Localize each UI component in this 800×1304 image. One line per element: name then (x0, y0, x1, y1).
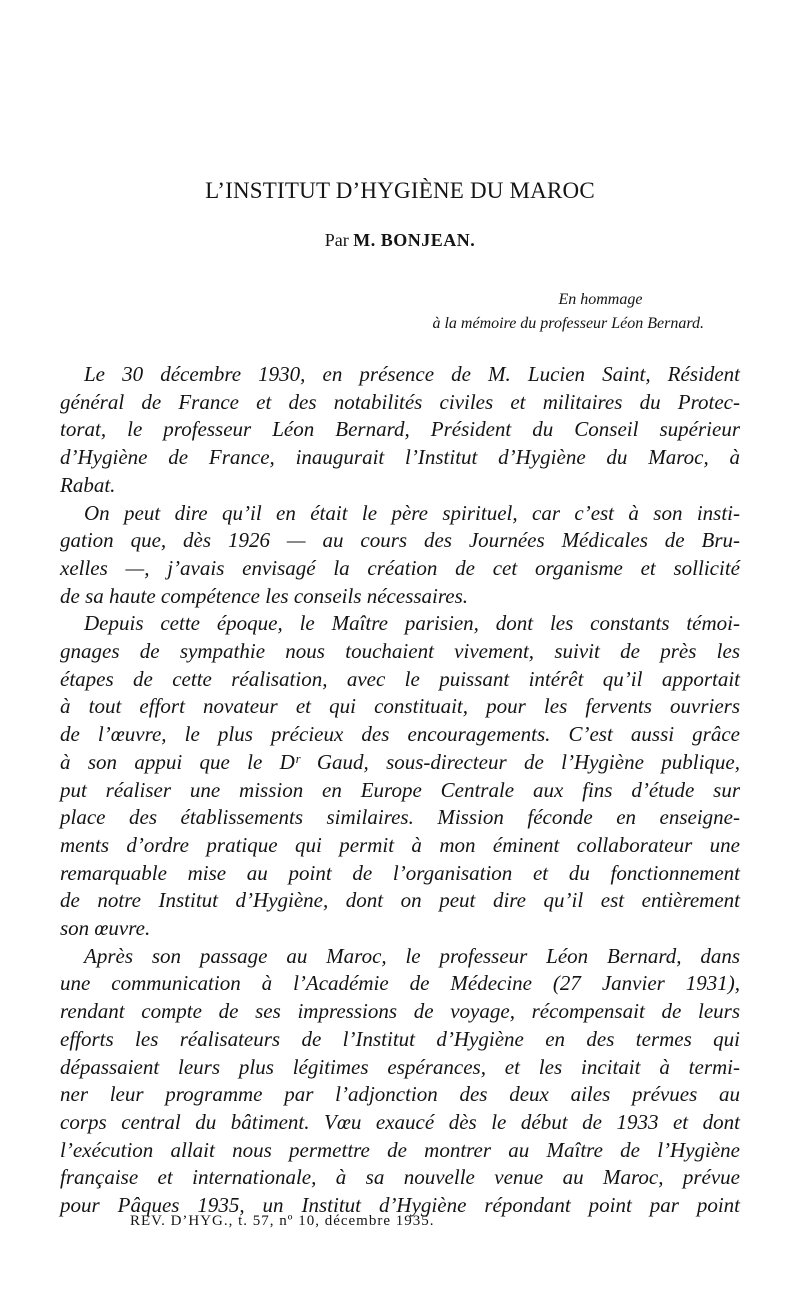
text-line: française et internationale, à sa nouvelle venue au Maroc, prévue (60, 1165, 740, 1190)
text-line: de l’œuvre, le plus précieux des encouragements. C’est aussi grâce (60, 722, 740, 747)
text-line: d’Hygiène de France, inaugurait l’Institut d’Hygiène du Maroc, à (60, 445, 740, 470)
text-line: ments d’ordre pratique qui permit à mon éminent collaborateur une (60, 832, 740, 857)
text-line: à tout effort novateur et qui constituait, pour les fervents ouvriers (60, 694, 740, 719)
text-line: remarquable mise au point de l’organisation et du fonctionnement (60, 860, 740, 885)
text-line: ner leur programme par l’adjonction des deux ailes prévues au (60, 1082, 740, 1107)
byline (0, 230, 800, 251)
text-line: général de France et des notabilités civiles et militaires du Protec- (60, 389, 740, 414)
text-line: pour Pâques 1935, un Institut d’Hygiène répondant point par point (60, 1193, 740, 1218)
text-line: put réaliser une mission en Europe Centrale aux fins d’étude sur (60, 777, 740, 802)
journal-citation: REV. D’HYG., t. 57, nº 10, décembre 1935. (130, 1213, 435, 1229)
article-body (60, 361, 740, 1220)
text-line: Rabat. (60, 472, 116, 497)
text-line: corps central du bâtiment. Vœu exaucé dès le début de 1933 et dont (60, 1109, 740, 1134)
text-line: l’exécution allait nous permettre de montrer au Maître de l’Hygiène (60, 1137, 740, 1162)
text-line: de notre Institut d’Hygiène, dont on peut dire qu’il est entièrement (60, 888, 740, 913)
paragraph (60, 610, 740, 942)
text-line: xelles —, j’avais envisagé la création de cet organisme et sollicité (60, 555, 740, 580)
dedication-line-2: à la mémoire du professeur Léon Bernard. (432, 315, 704, 332)
byline-prefix: Par (324, 230, 349, 250)
text-line: gnages de sympathie nous touchaient vivement, suivit de près les (60, 639, 740, 664)
text-line: dépassaient leurs plus légitimes espérances, et les incitait à termi- (60, 1054, 740, 1079)
text-line: une communication à l’Académie de Médecine (27 Janvier 1931), (60, 971, 740, 996)
paragraph (60, 943, 740, 1220)
byline-author: M. BONJEAN. (353, 230, 476, 250)
text-line: à son appui que le Dʳ Gaud, sous-directeur de l’Hygiène publique, (60, 749, 740, 774)
text-line: On peut dire qu’il en était le père spirituel, car c’est à son insti- (84, 500, 740, 525)
text-line: de sa haute compétence les conseils nécessaires. (60, 583, 469, 608)
paragraph (60, 361, 740, 500)
text-line: Après son passage au Maroc, le professeur Léon Bernard, dans (84, 943, 740, 968)
dedication-line-1: En hommage (558, 291, 643, 308)
text-line: son œuvre. (60, 916, 151, 941)
text-line: gation que, dès 1926 — au cours des Journées Médicales de Bru- (60, 528, 740, 553)
text-line: rendant compte de ses impressions de voyage, récompensait de leurs (60, 999, 740, 1024)
text-line: étapes de cette réalisation, avec le puissant intérêt qu’il apportait (60, 666, 740, 691)
text-line: torat, le professeur Léon Bernard, Président du Conseil supérieur (60, 417, 740, 442)
text-line: efforts les réalisateurs de l’Institut d’Hygiène en des termes qui (60, 1026, 740, 1051)
article-title: L’INSTITUT D’HYGIÈNE DU MAROC (205, 178, 595, 203)
dedication (432, 288, 704, 336)
paragraph (60, 500, 740, 611)
text-line: place des établissements similaires. Mission féconde en enseigne- (60, 805, 740, 830)
text-line: Le 30 décembre 1930, en présence de M. Lucien Saint, Résident (84, 362, 740, 386)
text-line: Depuis cette époque, le Maître parisien, dont les constants témoi- (84, 611, 740, 636)
